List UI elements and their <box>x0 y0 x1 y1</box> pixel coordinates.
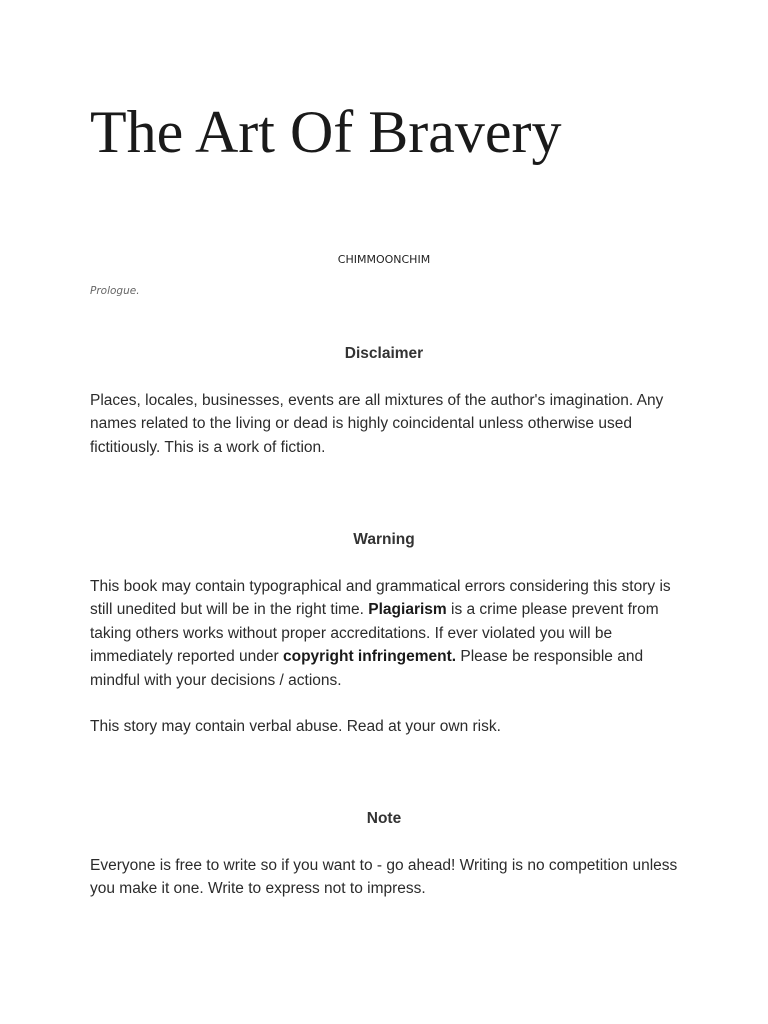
verbal-abuse-warning: This story may contain verbal abuse. Read at your own risk. <box>90 718 501 735</box>
plagiarism-emphasis: Plagiarism <box>368 601 447 619</box>
copyright-emphasis: copyright infringement. <box>283 648 457 666</box>
author-name: CHIMMOONCHIM <box>337 253 431 266</box>
prologue-label: Prologue. <box>90 285 140 297</box>
warning-heading: Warning <box>353 531 415 548</box>
disclaimer-text: Places, locales, businesses, events are all mixtures of the author's imagination. Any names related to the living or dead is highly coincidental unless otherwise used fictitiously. This is a work of fiction. <box>90 392 664 456</box>
warning-text <box>90 575 690 692</box>
note-heading: Note <box>366 810 402 827</box>
disclaimer-heading: Disclaimer <box>344 345 424 362</box>
note-text: Everyone is free to write so if you want to - go ahead! Writing is no competition unless you make it one. Write to express not to impress. <box>90 857 678 898</box>
warning-text-part-1: This book may contain typographical and grammatical errors considering this story is still unedited but will be in the right time. <box>90 578 671 619</box>
warning-text-part-2: is a crime please prevent from taking others works without proper accreditations. If ever violated you will be immediately reported under <box>90 601 659 666</box>
document-title: The Art Of Bravery <box>90 99 562 165</box>
warning-text-part-3: Please be responsible and mindful with your decisions / actions. <box>90 648 644 689</box>
